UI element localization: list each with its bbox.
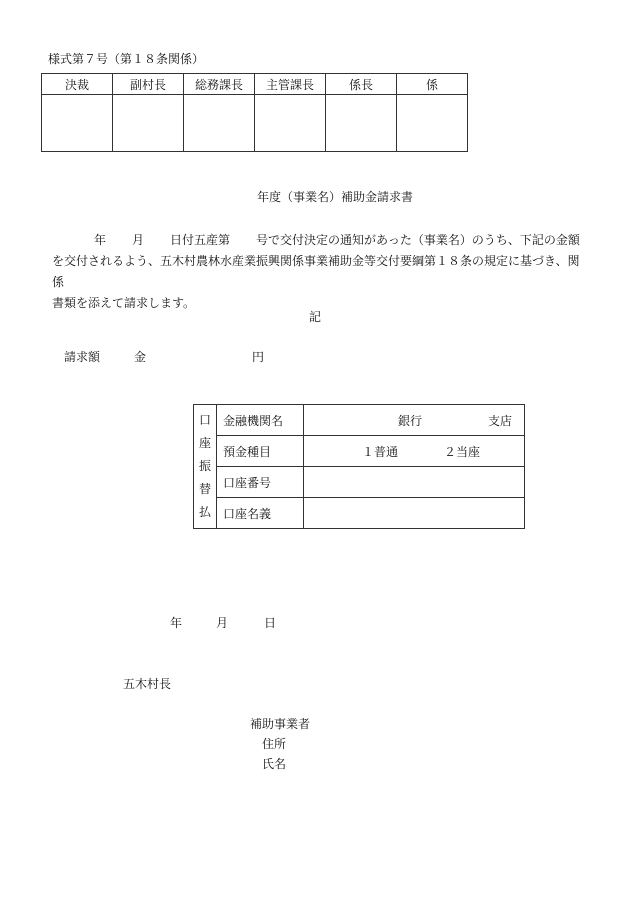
body-year: 年 [94,233,107,247]
bank-row-account-number [194,467,525,498]
bank-row-account-type [194,436,525,467]
vertical-char: 振 [198,459,211,473]
account-type-current: ２当座 [443,444,480,459]
approval-header-staff: 係 [397,74,468,95]
stamp-cell [113,95,184,152]
bank-suffix: 銀行 [397,413,422,428]
vertical-char: 座 [198,436,211,450]
bank-label-account-number: 口座番号 [217,467,304,498]
approval-header-vice-mayor: 副村長 [113,74,184,95]
date-day: 日 [264,616,277,630]
request-amount [64,348,264,365]
applicant-name: 氏名 [262,757,287,771]
applicant-block [250,714,310,774]
bank-label-account-type: 預金種目 [217,436,304,467]
ki-heading: 記 [309,310,322,324]
amount-label: 請求額 [64,350,101,364]
approval-header-section-chief: 係長 [326,74,397,95]
amount-kin: 金 [134,350,147,364]
body-month: 月 [132,233,145,247]
bank-label-account-holder: 口座名義 [217,498,304,529]
stamp-cell [397,95,468,152]
body-date-ref: 日付五産第 [170,233,231,247]
bank-vertical-label [194,405,217,529]
stamp-cell [184,95,255,152]
approval-stamp-row [42,95,468,152]
bank-row-institution [194,405,525,436]
approval-header-department-chief: 主管課長 [255,74,326,95]
amount-yen: 円 [252,350,265,364]
applicant-title: 補助事業者 [250,717,311,731]
body-line-1-rest: 号で交付決定の通知があった（事業名）のうち、下記の金額 [256,233,580,247]
request-body [52,230,582,314]
account-type-ordinary: １普通 [361,444,398,459]
approval-header-general-affairs-chief: 総務課長 [184,74,255,95]
date-year: 年 [170,616,183,630]
bank-row-account-holder [194,498,525,529]
date-month: 月 [216,616,229,630]
body-line-2: を交付されるよう、五木村農林水産業振興関係事業補助金等交付要綱第１８条の規定に基づき、関係 [52,254,580,289]
body-line-3: 書類を添えて請求します。 [52,296,196,310]
applicant-address: 住所 [262,737,287,751]
vertical-char: 口 [198,413,211,427]
bank-label-institution: 金融機関名 [217,405,304,436]
bank-value-account-number[interactable] [304,467,525,498]
bank-value-account-holder[interactable] [304,498,525,529]
addressee: 五木村長 [123,677,172,691]
approval-header-decision: 決裁 [42,74,113,95]
branch-suffix: 支店 [487,413,512,428]
vertical-char: 替 [198,482,211,496]
bank-value-institution[interactable] [304,405,525,436]
document-title: 年度（事業名）補助金請求書 [257,190,414,204]
vertical-char: 払 [198,505,211,519]
approval-header-row [42,74,468,95]
body-line-1 [52,230,582,251]
bank-transfer-table [193,404,525,529]
approval-table [41,73,468,152]
stamp-cell [326,95,397,152]
bank-value-account-type[interactable] [304,436,525,467]
form-number: 様式第７号（第１８条関係） [48,52,205,66]
stamp-cell [255,95,326,152]
stamp-cell [42,95,113,152]
submission-date [170,614,276,631]
